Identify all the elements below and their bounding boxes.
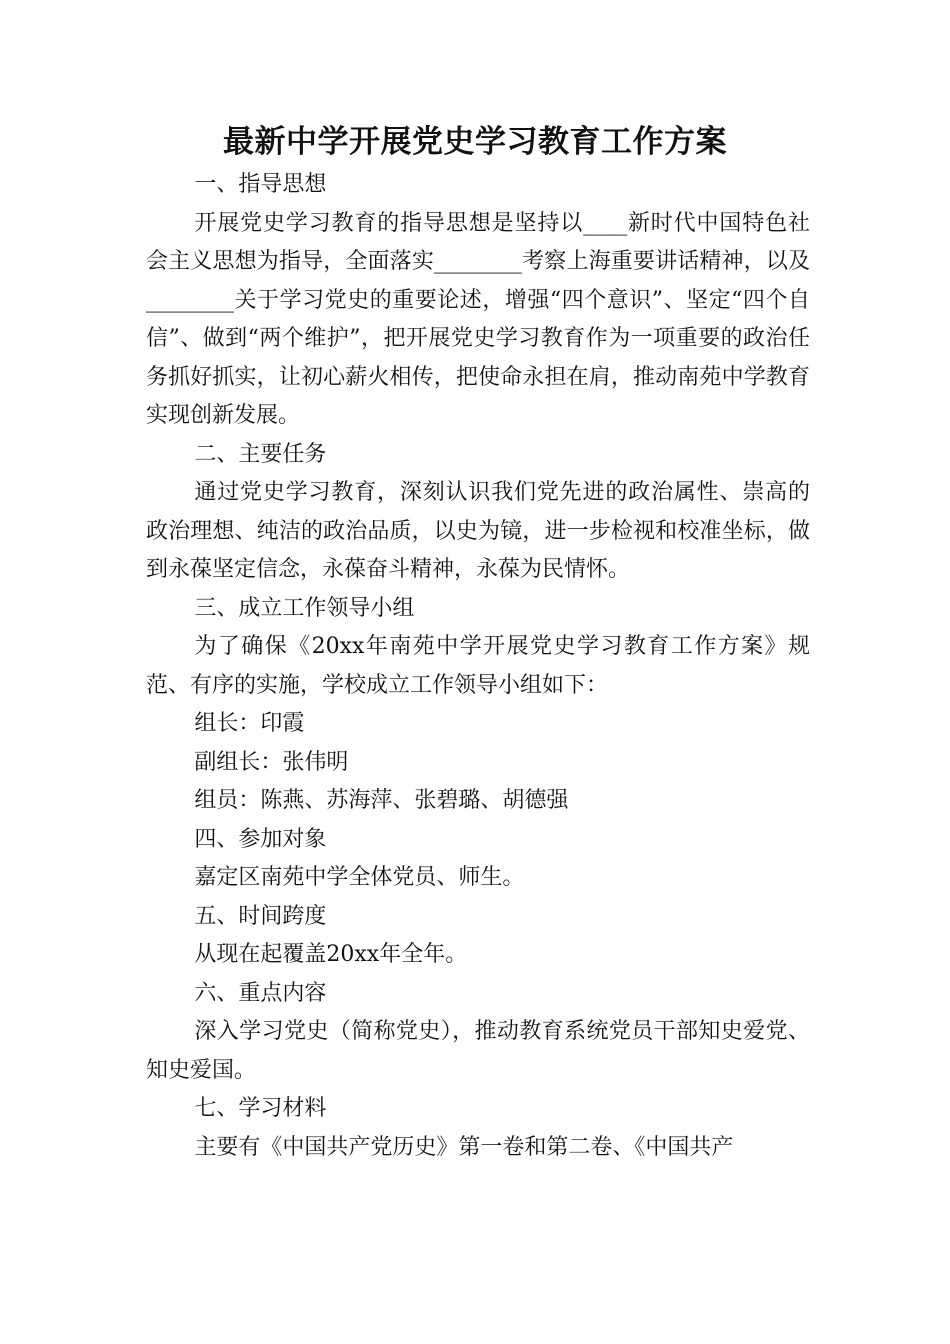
paragraph-main-tasks: 通过党史学习教育，深刻认识我们党先进的政治属性、崇高的政治理想、纯洁的政治品质，以史为镜，进一步检视和校准坐标，做到永葆坚定信念，永葆奋斗精神，永葆为民情怀。: [146, 480, 810, 582]
deputy-leader-line: 副组长：张伟明: [194, 749, 349, 775]
section-heading-guiding-ideology: 一、指导思想: [194, 172, 327, 197]
section-heading-study-materials: 七、学习材料: [194, 1096, 327, 1121]
paragraph-participants: 嘉定区南苑中学全体党员、师生。: [194, 865, 525, 890]
paragraph-key-content: 深入学习党史（简称党史），推动教育系统党员干部知史爱党、知史爱国。: [146, 1019, 810, 1083]
section-heading-participants: 四、参加对象: [194, 826, 327, 852]
section-heading-main-tasks: 二、主要任务: [194, 441, 327, 467]
section-heading-time-span: 五、时间跨度: [194, 903, 327, 929]
paragraph-study-materials: 主要有《中国共产党历史》第一卷和第二卷、《中国共产: [194, 1134, 734, 1160]
document-body: [146, 166, 810, 1167]
document-title: 最新中学开展党史学习教育工作方案: [223, 124, 727, 160]
group-members-line: 组员：陈燕、苏海萍、张碧璐、胡德强: [194, 788, 569, 813]
section-heading-key-content: 六、重点内容: [194, 980, 327, 1006]
paragraph-time-span: 从现在起覆盖20xx年全年。: [194, 942, 468, 967]
paragraph-leading-group: 为了确保《20xx年南苑中学开展党史学习教育工作方案》规范、有序的实施，学校成立工作领导小组如下：: [146, 634, 810, 698]
paragraph-guiding-ideology: 开展党史学习教育的指导思想是坚持以____新时代中国特色社会主义思想为指导，全面落实________考察上海重要讲话精神，以及________关于学习党史的重要论述，增强“四个意识”、坚定“四个自信”、做到“两个维护”，把开展党史学习教育作为一项重要的政治任务抓好抓实，让初心薪火相传，把使命永担在肩，推动南苑中学教育实现创新发展。: [146, 210, 810, 428]
section-heading-leading-group: 三、成立工作领导小组: [194, 595, 415, 621]
group-leader-line: 组长：印霞: [194, 711, 305, 736]
